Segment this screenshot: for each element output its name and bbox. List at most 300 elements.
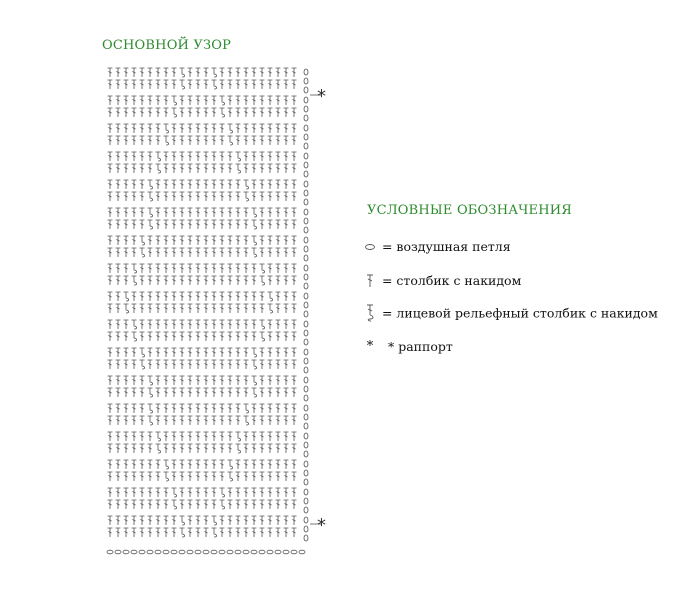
dc-symbol: [236, 208, 241, 217]
dc-symbol: [220, 528, 225, 537]
dc-symbol: [292, 432, 297, 441]
legend-title: УСЛОВНЫЕ ОБОЗНАЧЕНИЯ: [367, 203, 573, 218]
dc-symbol: [276, 180, 281, 189]
dc-symbol: [284, 164, 289, 173]
foundation-chain: [227, 550, 233, 554]
dc-symbol: [284, 108, 289, 117]
dc-symbol: [220, 416, 225, 425]
dc-symbol: [156, 304, 161, 313]
dc-symbol: [164, 376, 169, 385]
dc-symbol: [252, 416, 257, 425]
fpdc-symbol: [212, 68, 217, 77]
dc-symbol: [132, 124, 137, 133]
dc-symbol: [132, 208, 137, 217]
dc-symbol: [156, 208, 161, 217]
dc-symbol: [276, 444, 281, 453]
dc-symbol: [276, 192, 281, 201]
dc-symbol: [276, 500, 281, 509]
fpdc-symbol: [164, 136, 169, 145]
dc-symbol: [116, 528, 121, 537]
dc-symbol: [260, 304, 265, 313]
fpdc-symbol: [132, 276, 137, 285]
dc-symbol: [212, 292, 217, 301]
dc-symbol: [156, 220, 161, 229]
dc-symbol: [236, 488, 241, 497]
dc-symbol: [284, 404, 289, 413]
chain-symbol: [304, 349, 308, 355]
dc-symbol: [268, 208, 273, 217]
dc-symbol: [156, 460, 161, 469]
chain-symbol: [304, 227, 308, 233]
dc-symbol: [268, 360, 273, 369]
chain-symbol: [304, 162, 308, 168]
dc-symbol: [276, 332, 281, 341]
dc-symbol: [164, 180, 169, 189]
dc-symbol: [292, 220, 297, 229]
dc-symbol: [172, 180, 177, 189]
dc-symbol: [212, 96, 217, 105]
chain-symbol: [304, 321, 308, 327]
dc-symbol: [228, 488, 233, 497]
dc-symbol: [164, 320, 169, 329]
dc-symbol: [124, 516, 129, 525]
dc-symbol: [268, 276, 273, 285]
dc-symbol: [108, 304, 113, 313]
dc-symbol: [196, 96, 201, 105]
fpdc-symbol: [252, 208, 257, 217]
dc-symbol: [212, 304, 217, 313]
fpdc-symbol: [180, 68, 185, 77]
dc-symbol: [292, 348, 297, 357]
dc-symbol: [268, 320, 273, 329]
dc-symbol: [156, 276, 161, 285]
dc-symbol: [188, 292, 193, 301]
dc-symbol: [284, 416, 289, 425]
dc-symbol: [244, 80, 249, 89]
dc-symbol: [172, 404, 177, 413]
dc-symbol: [148, 68, 153, 77]
dc-symbol: [188, 460, 193, 469]
dc-symbol: [236, 360, 241, 369]
dc-symbol: [124, 164, 129, 173]
dc-symbol: [140, 432, 145, 441]
dc-symbol: [124, 248, 129, 257]
dc-symbol: [196, 164, 201, 173]
dc-symbol: [236, 472, 241, 481]
dc-symbol: [164, 388, 169, 397]
dc-symbol: [236, 96, 241, 105]
dc-symbol: [244, 500, 249, 509]
dc-symbol: [196, 304, 201, 313]
dc-symbol: [212, 320, 217, 329]
dc-symbol: [140, 516, 145, 525]
dc-symbol: [244, 388, 249, 397]
dc-symbol: [260, 192, 265, 201]
dc-symbol: [252, 96, 257, 105]
dc-symbol: [276, 124, 281, 133]
dc-symbol: [276, 348, 281, 357]
dc-symbol: [276, 416, 281, 425]
dc-symbol: [140, 460, 145, 469]
dc-symbol: [220, 68, 225, 77]
dc-symbol: [252, 488, 257, 497]
dc-symbol: [132, 304, 137, 313]
dc-symbol: [172, 444, 177, 453]
fpdc-symbol: [172, 108, 177, 117]
dc-symbol: [268, 96, 273, 105]
dc-symbol: [252, 68, 257, 77]
dc-symbol: [196, 292, 201, 301]
dc-symbol: [108, 220, 113, 229]
dc-symbol: [108, 276, 113, 285]
dc-symbol: [108, 108, 113, 117]
dc-symbol: [260, 236, 265, 245]
dc-symbol: [140, 208, 145, 217]
dc-symbol: [252, 80, 257, 89]
dc-symbol: [220, 304, 225, 313]
dc-symbol: [268, 108, 273, 117]
dc-symbol: [140, 376, 145, 385]
dc-symbol: [284, 124, 289, 133]
dc-symbol: [260, 164, 265, 173]
foundation-chain: [155, 550, 161, 554]
dc-symbol: [244, 488, 249, 497]
dc-symbol: [220, 292, 225, 301]
dc-symbol: [148, 236, 153, 245]
dc-symbol: [268, 528, 273, 537]
legend-item-chain: [362, 238, 511, 254]
dc-symbol: [140, 108, 145, 117]
dc-symbol: [228, 108, 233, 117]
dc-symbol: [276, 432, 281, 441]
dc-symbol: [268, 460, 273, 469]
fpdc-symbol: [244, 192, 249, 201]
dc-symbol: [116, 136, 121, 145]
dc-symbol: [236, 304, 241, 313]
dc-symbol: [108, 68, 113, 77]
dc-symbol: [260, 124, 265, 133]
dc-symbol: [148, 164, 153, 173]
dc-symbol: [260, 444, 265, 453]
dc-symbol: [172, 192, 177, 201]
foundation-chain: [187, 550, 193, 554]
dc-symbol: [108, 348, 113, 357]
dc-symbol: [292, 320, 297, 329]
dc-symbol: [124, 528, 129, 537]
dc-symbol: [292, 360, 297, 369]
chain-symbol: [304, 143, 308, 149]
dc-symbol: [212, 348, 217, 357]
dc-symbol: [220, 264, 225, 273]
chain-symbol: [304, 517, 308, 523]
dc-symbol: [204, 528, 209, 537]
dc-symbol: [228, 416, 233, 425]
dc-symbol: [228, 236, 233, 245]
dc-symbol: [116, 276, 121, 285]
dc-symbol: [236, 332, 241, 341]
dc-symbol: [188, 276, 193, 285]
dc-symbol: [244, 292, 249, 301]
dc-symbol: [252, 276, 257, 285]
dc-symbol: [244, 136, 249, 145]
dc-symbol: [148, 500, 153, 509]
chain-symbol: [304, 274, 308, 280]
dc-symbol: [276, 276, 281, 285]
dc-symbol: [252, 136, 257, 145]
dc-symbol: [132, 96, 137, 105]
dc-symbol: [220, 276, 225, 285]
crochet-chart: [100, 60, 330, 560]
dc-symbol: [156, 500, 161, 509]
dc-symbol: [116, 432, 121, 441]
dc-symbol: [188, 348, 193, 357]
dc-symbol: [228, 348, 233, 357]
dc-symbol: [220, 320, 225, 329]
fpdc-symbol: [220, 500, 225, 509]
dc-symbol: [284, 488, 289, 497]
dc-symbol: [292, 136, 297, 145]
fpdc-symbol: [156, 164, 161, 173]
chain-symbol: [304, 405, 308, 411]
dc-symbol: [260, 528, 265, 537]
dc-symbol: [108, 292, 113, 301]
chain-symbol: [304, 199, 308, 205]
fpdc-symbol: [228, 472, 233, 481]
dc-symbol: [228, 320, 233, 329]
dc-symbol: [284, 376, 289, 385]
dc-symbol: [268, 472, 273, 481]
legend-item-fpdc: [362, 304, 658, 322]
dc-symbol: [108, 332, 113, 341]
dc-symbol: [196, 124, 201, 133]
dc-symbol: [132, 220, 137, 229]
chain-symbol: [304, 386, 308, 392]
fpdc-symbol: [220, 96, 225, 105]
fpdc-icon: [362, 304, 378, 322]
dc-symbol: [164, 164, 169, 173]
dc-symbol: [228, 80, 233, 89]
dc-symbol: [284, 500, 289, 509]
dc-symbol: [276, 164, 281, 173]
dc-symbol: [156, 136, 161, 145]
dc-symbol: [180, 360, 185, 369]
dc-symbol: [124, 348, 129, 357]
fpdc-symbol: [260, 276, 265, 285]
dc-symbol: [188, 388, 193, 397]
dc-symbol: [132, 68, 137, 77]
chain-symbol: [304, 265, 308, 271]
dc-symbol: [244, 236, 249, 245]
dc-symbol: [284, 68, 289, 77]
legend-text-repeat: * раппорт: [387, 339, 453, 354]
foundation-chain: [115, 550, 121, 554]
dc-symbol: [188, 332, 193, 341]
dc-symbol: [188, 136, 193, 145]
fpdc-symbol: [260, 320, 265, 329]
dc-symbol: [196, 332, 201, 341]
dc-symbol: [172, 376, 177, 385]
dc-symbol: [260, 488, 265, 497]
dc-symbol: [212, 136, 217, 145]
chain-symbol: [304, 181, 308, 187]
dc-symbol: [220, 136, 225, 145]
dc-symbol: [148, 152, 153, 161]
dc-symbol: [180, 404, 185, 413]
dc-symbol: [164, 332, 169, 341]
dc-symbol: [140, 472, 145, 481]
dc-symbol: [244, 320, 249, 329]
dc-symbol: [244, 376, 249, 385]
dc-symbol: [292, 192, 297, 201]
dc-symbol: [108, 136, 113, 145]
fpdc-symbol: [180, 80, 185, 89]
dc-symbol: [204, 68, 209, 77]
dc-symbol: [172, 248, 177, 257]
dc-symbol: [236, 376, 241, 385]
chain-symbol: [304, 358, 308, 364]
dc-symbol: [108, 264, 113, 273]
dc-symbol: [156, 376, 161, 385]
dc-symbol: [196, 108, 201, 117]
dc-symbol: [236, 416, 241, 425]
chain-symbol: [304, 479, 308, 485]
dc-symbol: [212, 404, 217, 413]
dc-symbol: [236, 516, 241, 525]
dc-symbol: [156, 80, 161, 89]
dc-symbol: [180, 304, 185, 313]
fpdc-symbol: [148, 220, 153, 229]
dc-symbol: [292, 208, 297, 217]
dc-symbol: [228, 360, 233, 369]
dc-symbol: [108, 376, 113, 385]
dc-symbol: [212, 264, 217, 273]
dc-symbol: [172, 220, 177, 229]
dc-symbol: [180, 192, 185, 201]
dc-symbol: [140, 164, 145, 173]
dc-symbol: [236, 276, 241, 285]
dc-symbol: [212, 360, 217, 369]
dc-symbol: [204, 388, 209, 397]
dc-symbol: [276, 360, 281, 369]
dc-symbol: [116, 192, 121, 201]
dc-symbol: [236, 320, 241, 329]
dc-symbol: [196, 80, 201, 89]
dc-symbol: [132, 164, 137, 173]
dc-symbol: [292, 488, 297, 497]
dc-symbol: [196, 488, 201, 497]
dc-symbol: [244, 528, 249, 537]
dc-symbol: [260, 416, 265, 425]
dc-symbol: [284, 136, 289, 145]
dc-symbol: [148, 516, 153, 525]
dc-symbol: [180, 376, 185, 385]
dc-symbol: [116, 388, 121, 397]
dc-symbol: [228, 292, 233, 301]
dc-symbol: [132, 516, 137, 525]
dc-symbol: [132, 152, 137, 161]
dc-symbol: [164, 444, 169, 453]
dc-symbol: [140, 124, 145, 133]
dc-symbol: [140, 80, 145, 89]
fpdc-symbol: [252, 236, 257, 245]
dc-symbol: [108, 192, 113, 201]
dc-symbol: [236, 292, 241, 301]
dc-symbol: [260, 68, 265, 77]
dc-symbol: [236, 236, 241, 245]
dc-symbol: [164, 276, 169, 285]
dc-symbol: [180, 248, 185, 257]
dc-symbol: [124, 432, 129, 441]
dc-symbol: [244, 432, 249, 441]
chain-symbol: [304, 526, 308, 532]
dc-symbol: [244, 208, 249, 217]
repeat-mark-bottom: *: [317, 515, 326, 536]
fpdc-symbol: [148, 208, 153, 217]
dc-symbol: [276, 304, 281, 313]
dc-symbol: [140, 416, 145, 425]
dc-symbol: [156, 264, 161, 273]
dc-symbol: [124, 404, 129, 413]
dc-symbol: [132, 180, 137, 189]
chain-symbol: [304, 218, 308, 224]
dc-symbol: [244, 220, 249, 229]
fpdc-symbol: [236, 152, 241, 161]
dc-symbol: [140, 152, 145, 161]
chain-symbol: [304, 367, 308, 373]
dc-symbol: [116, 152, 121, 161]
dc-symbol: [140, 304, 145, 313]
foundation-chain: [147, 550, 153, 554]
dc-symbol: [260, 180, 265, 189]
dc-symbol: [172, 80, 177, 89]
chain-symbol: [304, 190, 308, 196]
dc-icon: [362, 274, 378, 288]
dc-symbol: [260, 472, 265, 481]
dc-symbol: [108, 360, 113, 369]
dc-symbol: [116, 180, 121, 189]
dc-symbol: [284, 516, 289, 525]
dc-symbol: [220, 516, 225, 525]
foundation-chain: [179, 550, 185, 554]
dc-symbol: [132, 404, 137, 413]
dc-symbol: [252, 192, 257, 201]
legend-item-repeat: [362, 338, 453, 354]
dc-symbol: [196, 388, 201, 397]
dc-symbol: [180, 332, 185, 341]
dc-symbol: [236, 404, 241, 413]
dc-symbol: [236, 124, 241, 133]
dc-symbol: [252, 460, 257, 469]
dc-symbol: [164, 348, 169, 357]
fpdc-symbol: [252, 388, 257, 397]
chain-symbol: [304, 237, 308, 243]
dc-symbol: [164, 528, 169, 537]
foundation-chain: [243, 550, 249, 554]
dc-symbol: [228, 404, 233, 413]
dc-symbol: [116, 124, 121, 133]
dc-symbol: [212, 152, 217, 161]
dc-symbol: [284, 332, 289, 341]
dc-symbol: [204, 320, 209, 329]
dc-symbol: [124, 488, 129, 497]
dc-symbol: [180, 292, 185, 301]
dc-symbol: [116, 292, 121, 301]
dc-symbol: [172, 236, 177, 245]
dc-symbol: [180, 416, 185, 425]
dc-symbol: [124, 444, 129, 453]
dc-symbol: [124, 96, 129, 105]
dc-symbol: [108, 388, 113, 397]
